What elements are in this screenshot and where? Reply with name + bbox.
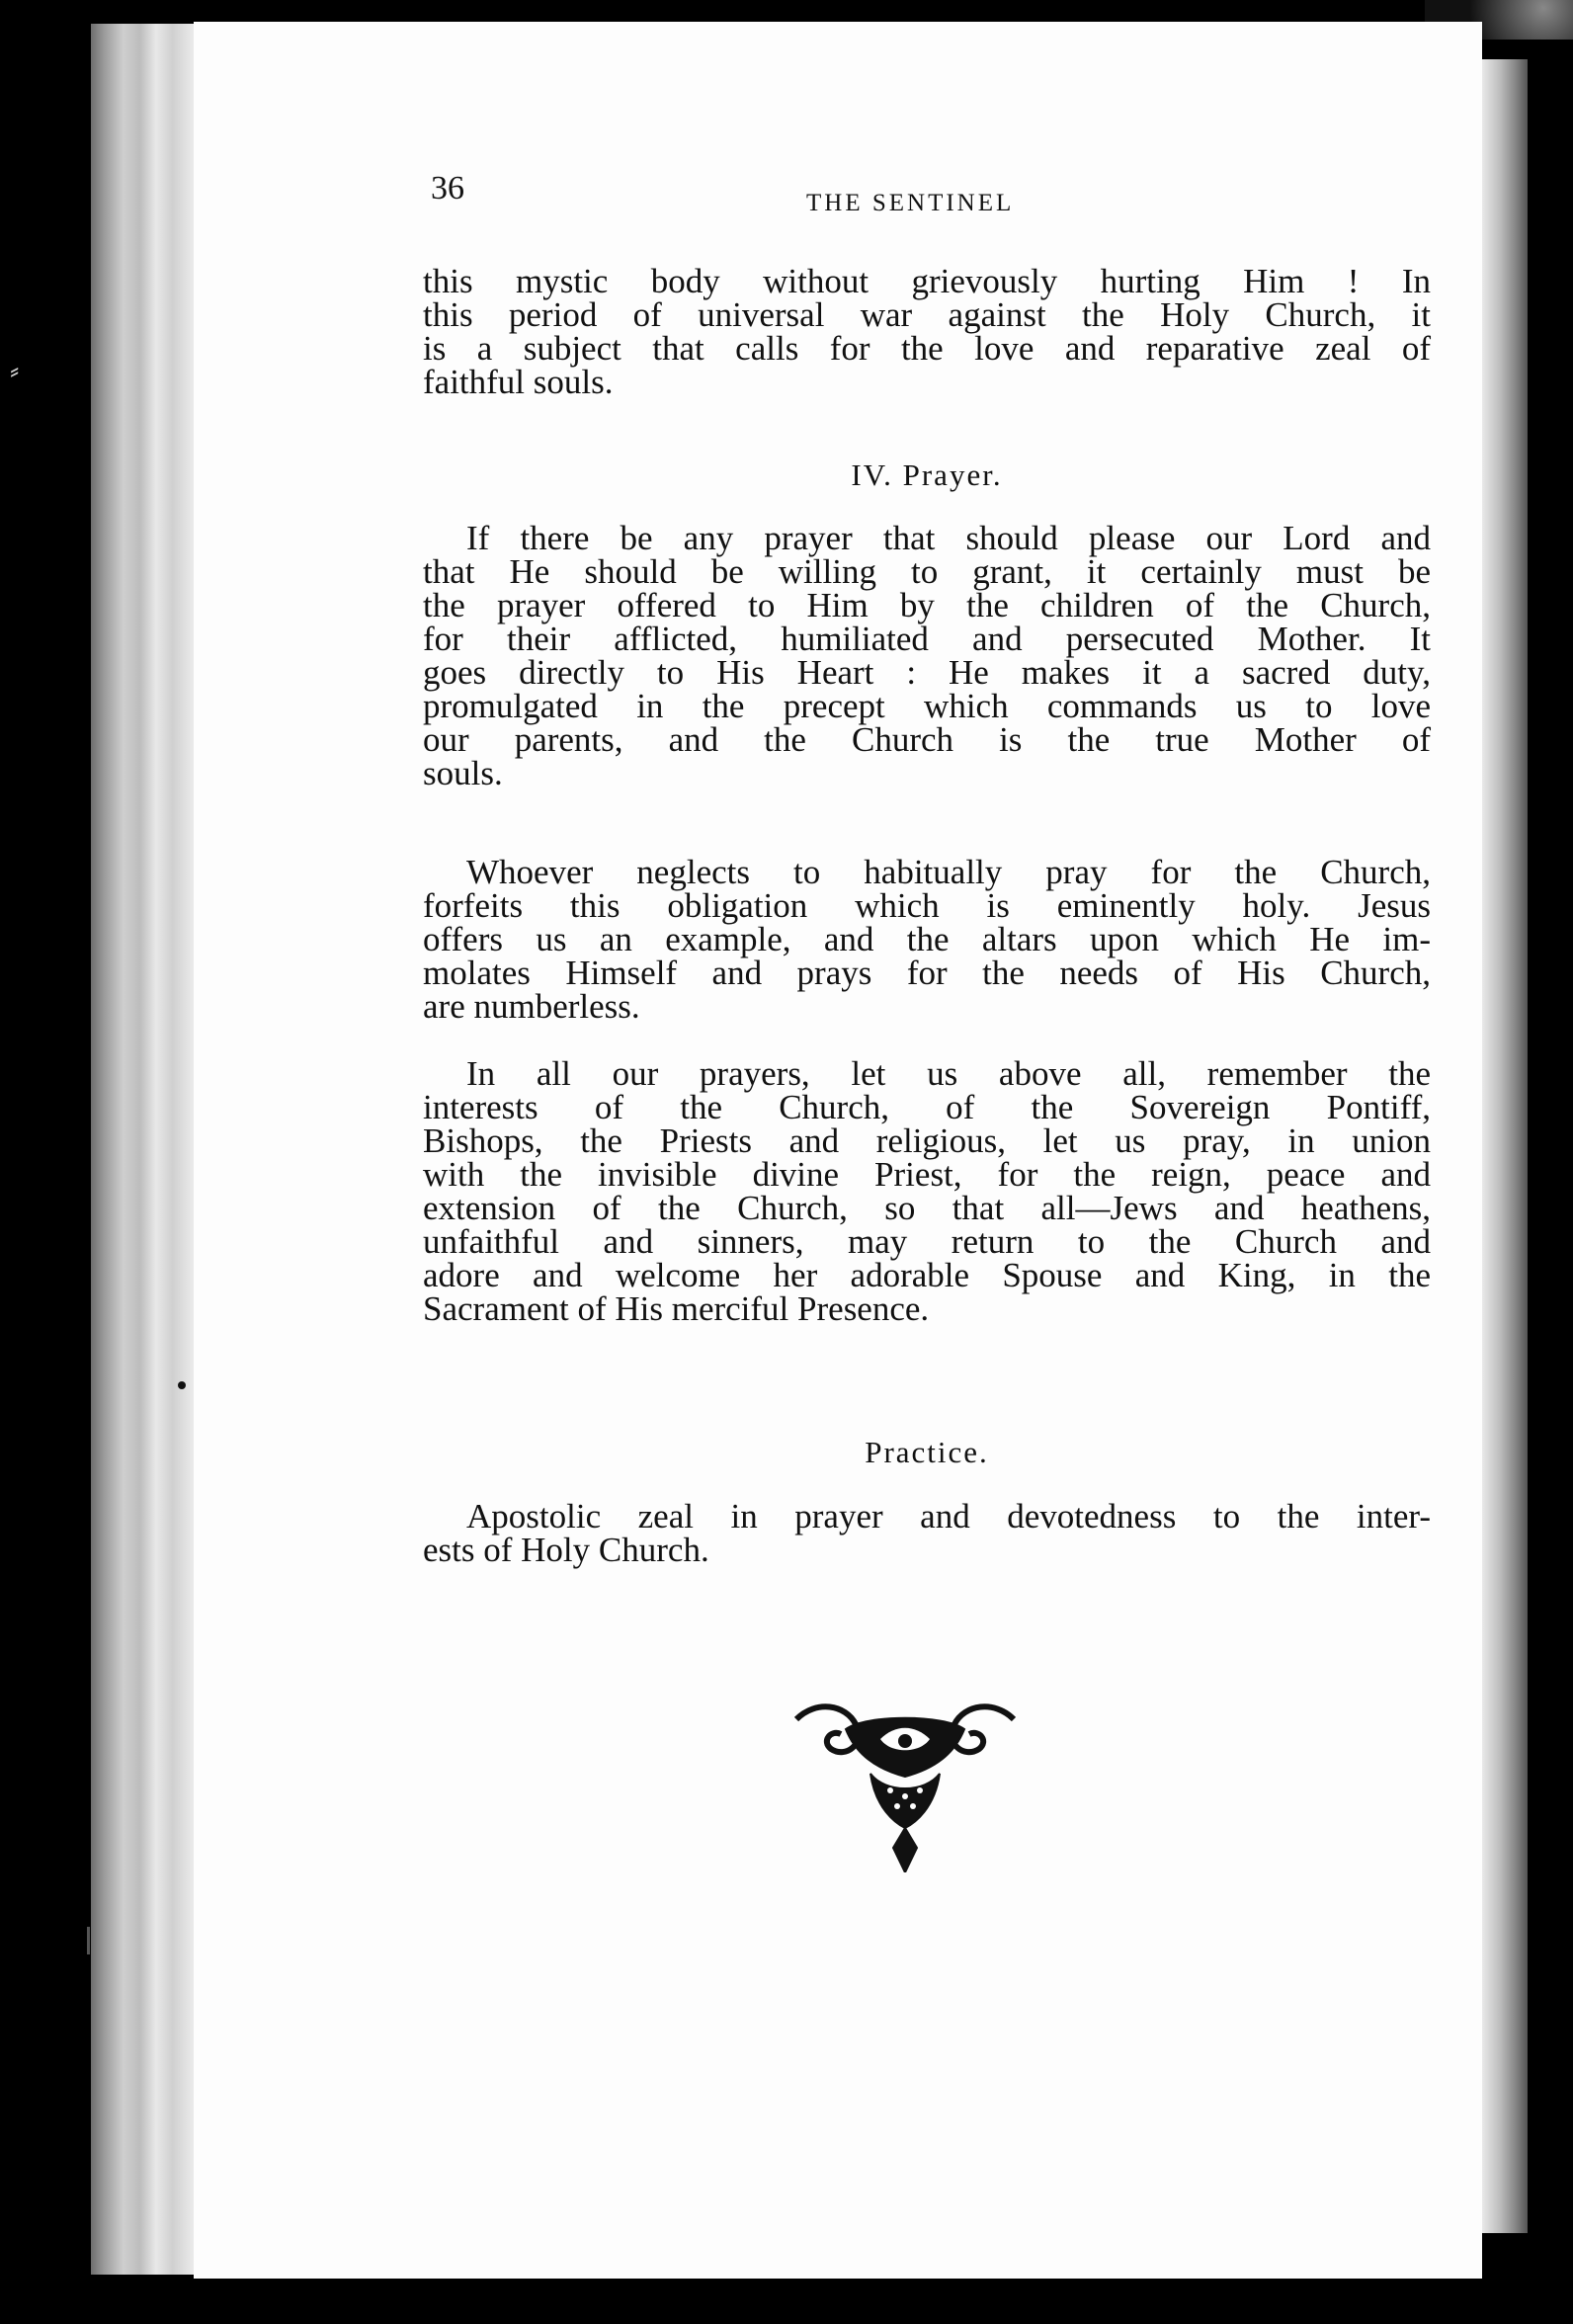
text-line: extension of the Church, so that all—Jews and heathens, — [423, 1189, 1431, 1227]
text-line: with the invisible divine Priest, for the reign, peace and — [423, 1155, 1431, 1194]
prayer-paragraph-two — [423, 853, 1431, 1026]
text-line: interests of the Church, of the Sovereign Pontiff, — [423, 1088, 1431, 1126]
text-line: souls. — [423, 754, 503, 792]
prayer-paragraph-three — [423, 1054, 1431, 1328]
prayer-paragraph-one — [423, 519, 1431, 792]
text-line: In all our prayers, let us above all, remember the — [466, 1054, 1431, 1093]
margin-mark-icon: ⸗ — [10, 356, 20, 386]
text-line: If there be any prayer that should please our Lord and — [466, 519, 1431, 557]
page-number: 36 — [431, 170, 464, 207]
text-line: is a subject that calls for the love and reparative zeal of — [423, 329, 1431, 368]
practice-heading: Practice. — [865, 1435, 989, 1469]
running-title: THE SENTINEL — [806, 190, 1015, 216]
text-line: that He should be willing to grant, it certainly must be — [423, 552, 1431, 591]
floral-tailpiece-icon — [786, 1700, 1024, 1872]
text-line: this period of universal war against the Holy Church, it — [423, 295, 1431, 334]
intro-paragraph — [423, 262, 1431, 401]
running-head — [431, 170, 1439, 219]
right-page-edge — [1482, 59, 1528, 2233]
text-line: offers us an example, and the altars upon which He im- — [423, 920, 1431, 958]
text-line: our parents, and the Church is the true Mother of — [423, 720, 1431, 759]
text-line: the prayer offered to Him by the children of the Church, — [423, 586, 1431, 624]
text-line: forfeits this obligation which is eminently holy. Jesus — [423, 886, 1431, 925]
margin-dot — [178, 1381, 186, 1389]
text-line: faithful souls. — [423, 363, 614, 401]
text-line: adore and welcome her adorable Spouse and King, in the — [423, 1256, 1431, 1294]
section-heading: IV. Prayer. — [851, 457, 1003, 492]
practice-paragraph — [423, 1497, 1431, 1569]
text-line: are numberless. — [423, 987, 640, 1026]
text-line: Sacrament of His merciful Presence. — [423, 1289, 930, 1328]
text-line: Apostolic zeal in prayer and devotedness to the inter- — [466, 1497, 1431, 1536]
text-line: Bishops, the Priests and religious, let us pray, in union — [423, 1121, 1431, 1160]
text-line: promulgated in the precept which commands us to love — [423, 687, 1431, 725]
text-line: this mystic body without grievously hurting Him ! In — [423, 262, 1431, 300]
text-line: molates Himself and prays for the needs of His Church, — [423, 954, 1431, 992]
text-line: goes directly to His Heart : He makes it a sacred duty, — [423, 653, 1431, 692]
text-line: ests of Holy Church. — [423, 1531, 709, 1569]
text-line: Whoever neglects to habitually pray for the Church, — [466, 853, 1431, 891]
floral-tailpiece-svg — [786, 1700, 1024, 1872]
text-line: unfaithful and sinners, may return to the Church and — [423, 1222, 1431, 1261]
margin-bar — [87, 1927, 90, 1954]
text-line: for their afflicted, humiliated and persecuted Mother. It — [423, 620, 1431, 658]
left-page-edges — [91, 24, 200, 2275]
